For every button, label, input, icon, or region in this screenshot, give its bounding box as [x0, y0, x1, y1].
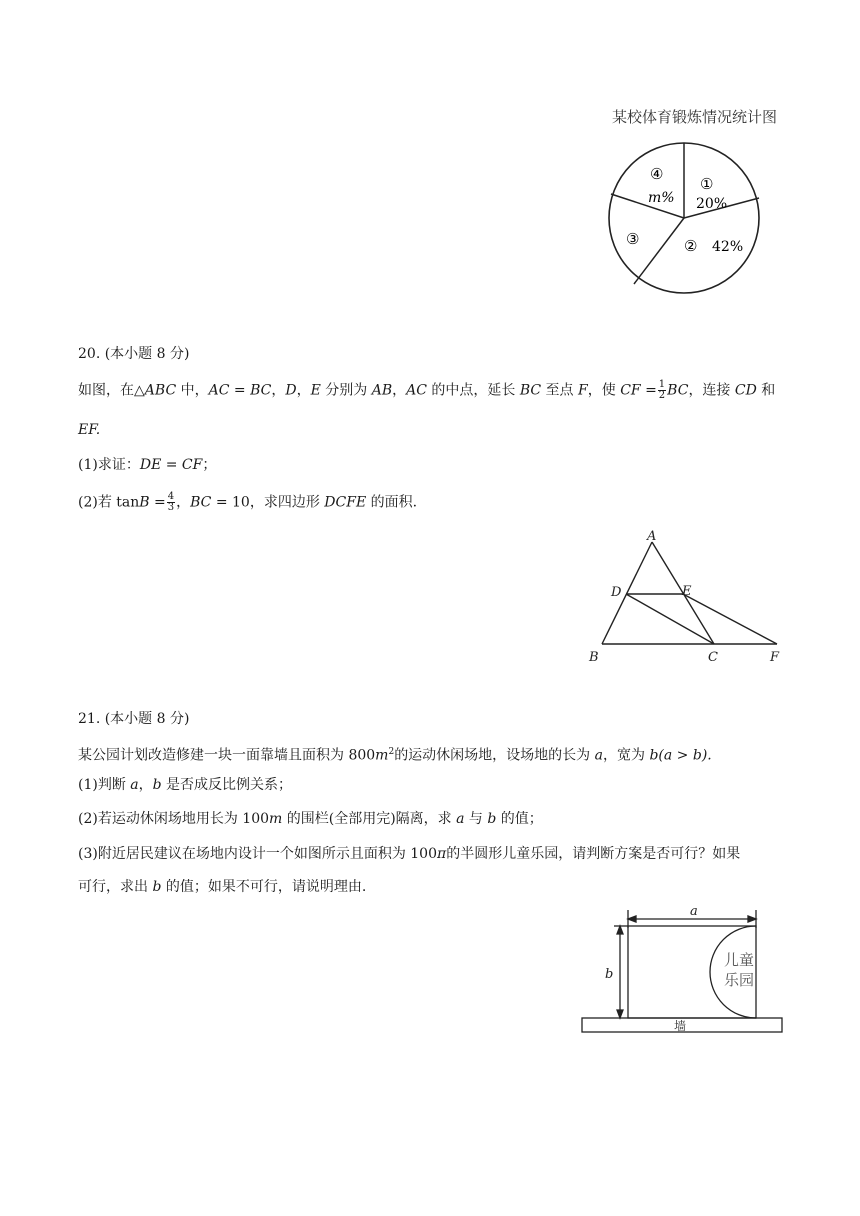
q21-part1: (1)判断 a，b 是否成反比例关系； [78, 777, 293, 793]
label-a: a [690, 904, 698, 919]
q21-part3-line1: (3)附近居民建议在场地内设计一个如图所示且面积为 100π的半圆形儿童乐园，请判断方案是否可行？如果 [78, 846, 741, 862]
dim-a-arrow-right [748, 916, 756, 922]
segment-EF [683, 594, 777, 644]
pie-chart-title: 某校体育锻炼情况统计图 [612, 108, 778, 126]
label-B: B [589, 650, 599, 665]
wall-label: 墙 [674, 1019, 687, 1033]
q21-part2: (2)若运动休闲场地用长为 100m 的围栏(全部用完)隔离，求 a 与 b 的值； [78, 811, 543, 827]
fraction-four-thirds: $\frac{4}{3}$ [167, 491, 175, 513]
segment-DC [626, 594, 714, 644]
slice-4-value: m% [648, 190, 675, 206]
park-figure [578, 902, 788, 1037]
slice-2-value: 42% [712, 239, 744, 255]
label-b: b [605, 967, 614, 982]
q21-header: 21. (本小题 8 分) [78, 711, 190, 727]
pie-divider-3 [634, 218, 684, 284]
q21-statement: 某公园计划改造修建一块一面靠墙且面积为 $800m^2$的运动休闲场地，设场地的长为 a，宽为 b(a > b). [78, 747, 712, 764]
q21-part3-line2: 可行，求出 b 的值；如果不可行，请说明理由. [78, 879, 367, 895]
q20-statement-line2: EF. [78, 422, 101, 438]
q20-part1: (1)求证：DE = CF； [78, 457, 217, 473]
dim-b-arrow-top [617, 926, 623, 934]
dim-a-arrow-left [628, 916, 636, 922]
park-label-line2: 乐园 [724, 971, 755, 989]
label-E: E [682, 584, 692, 599]
dim-b-arrow-bottom [617, 1010, 623, 1018]
triangle-figure [580, 525, 790, 670]
q20-part2: (2)若 tanB = $\frac{4}{3}$ ，BC = 10，求四边形 DCFE 的面积. [78, 491, 418, 513]
pie-chart [600, 134, 770, 304]
q20-header: 20. (本小题 8 分) [78, 346, 190, 362]
label-C: C [708, 650, 718, 665]
q20-statement-line1: 如图，在△ABC 中，AC = BC，D，E 分别为 AB，AC 的中点，延长 BC 至点 F，使 CF = $\frac{1}{2}$ BC，连接 CD 和 [78, 379, 776, 401]
label-F: F [770, 650, 780, 665]
segment-AB [602, 542, 652, 644]
slice-4-label: ④ [650, 165, 664, 183]
label-A: A [647, 529, 657, 544]
label-D: D [611, 585, 622, 600]
park-label-line1: 儿童 [724, 951, 755, 969]
fraction-one-half: $\frac{1}{2}$ [658, 379, 666, 401]
slice-3-label: ③ [626, 230, 640, 248]
slice-1-value: 20% [696, 196, 728, 212]
slice-1-label: ① [700, 175, 714, 193]
slice-2-label: ② [684, 237, 698, 255]
